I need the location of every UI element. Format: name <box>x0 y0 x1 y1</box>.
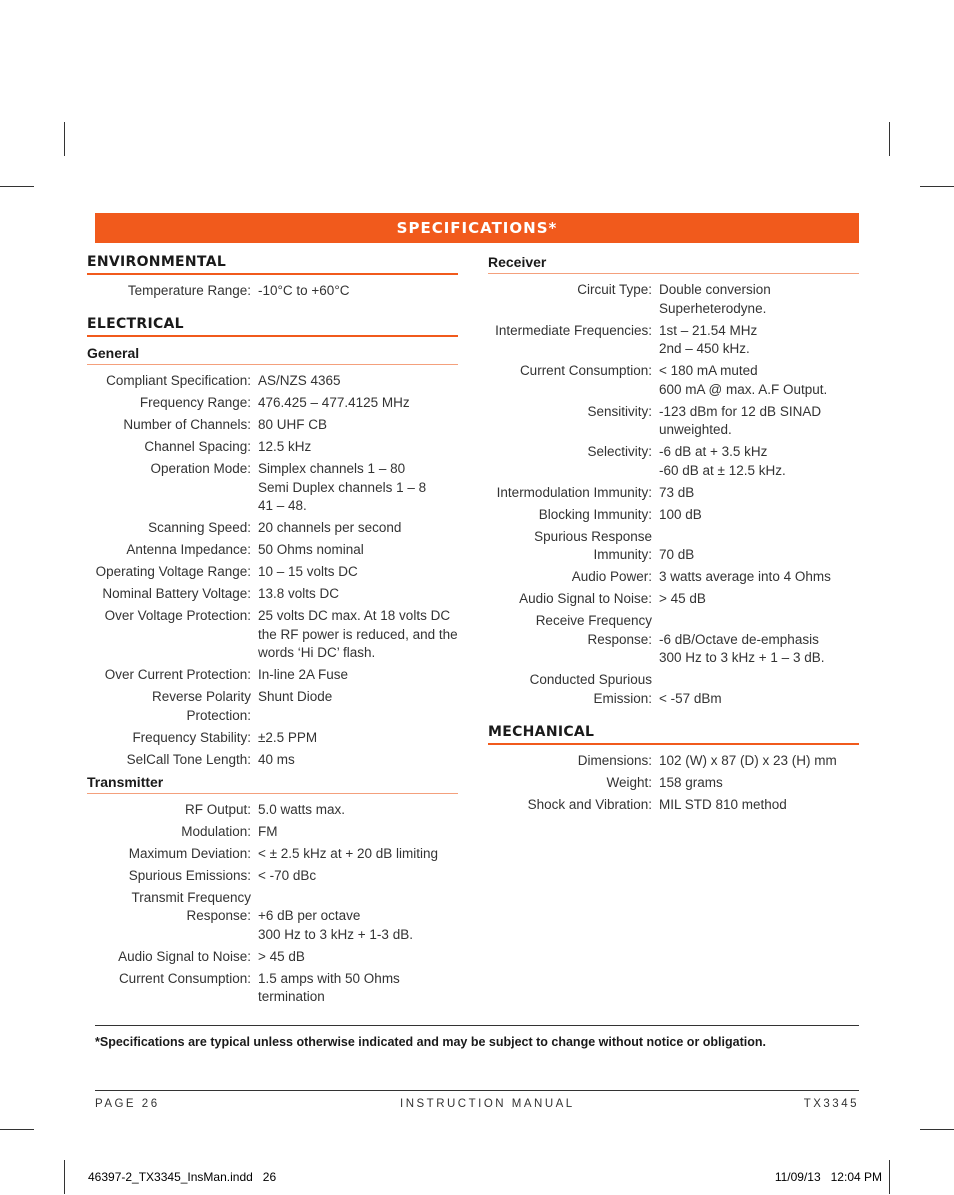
spec-value: In-line 2A Fuse <box>258 667 349 682</box>
spec-row <box>87 372 458 391</box>
spec-row <box>87 438 458 457</box>
spec-row <box>488 362 859 399</box>
spec-row <box>87 416 458 435</box>
crop-mark <box>64 122 65 156</box>
spec-row <box>87 519 458 538</box>
spec-label: Intermodulation Immunity: <box>496 484 652 500</box>
spec-value: FM <box>258 823 278 839</box>
transmitter-heading: Transmitter <box>87 773 458 794</box>
receiver-list <box>488 281 859 708</box>
spec-label: SelCall Tone Length: <box>126 751 251 767</box>
spec-row <box>87 688 458 725</box>
spec-value: -10°C to +60°C <box>258 283 350 298</box>
spec-label: Spurious Emissions: <box>128 867 251 883</box>
spec-row <box>87 948 458 967</box>
crop-mark <box>920 1129 954 1130</box>
footnote-divider <box>95 1025 859 1026</box>
spec-row <box>87 585 458 604</box>
crop-mark <box>920 186 954 187</box>
spec-label: Weight: <box>606 774 652 790</box>
spec-label: Frequency Stability: <box>132 729 251 745</box>
spec-row <box>488 506 859 525</box>
spec-value: < -57 dBm <box>659 690 722 706</box>
slug-filename: 46397-2_TX3345_InsMan.indd 26 <box>88 1170 277 1184</box>
left-column <box>87 253 458 1010</box>
environmental-list <box>87 282 458 301</box>
spec-row <box>87 282 458 301</box>
spec-label: RF Output: <box>184 801 251 817</box>
spec-row <box>87 823 458 842</box>
mechanical-heading: MECHANICAL <box>488 723 859 745</box>
footnote: *Specifications are typical unless otherwise indicated and may be subject to change without notice or obligation. <box>95 1035 766 1049</box>
page-number: PAGE 26 <box>95 1098 160 1110</box>
spec-value: 20 channels per second <box>258 520 402 535</box>
spec-row <box>87 801 458 820</box>
spec-label: Operation Mode: <box>150 461 251 476</box>
spec-row <box>87 729 458 748</box>
footer-model: TX3345 <box>803 1098 859 1110</box>
spec-value: -123 dBm for 12 dB SINAD unweighted. <box>659 403 822 437</box>
crop-mark <box>0 1129 34 1130</box>
spec-value: 5.0 watts max. <box>258 801 346 817</box>
spec-value: 40 ms <box>258 751 295 767</box>
spec-value: Double conversion Superheterodyne. <box>659 282 771 316</box>
spec-label: Channel Spacing: <box>144 439 251 454</box>
spec-row <box>87 607 458 663</box>
spec-row <box>87 889 458 945</box>
spec-value: < ± 2.5 kHz at + 20 dB limiting <box>258 845 438 861</box>
spec-label: Modulation: <box>181 823 251 839</box>
spec-value: < 180 mA muted 600 mA @ max. A.F Output. <box>659 363 828 397</box>
spec-row <box>87 845 458 864</box>
spec-row <box>87 394 458 413</box>
spec-value: 476.425 – 477.4125 MHz <box>258 395 410 410</box>
right-column <box>488 253 859 818</box>
spec-value: > 45 dB <box>659 591 706 606</box>
electrical-heading: ELECTRICAL <box>87 315 458 337</box>
spec-value: AS/NZS 4365 <box>258 373 341 388</box>
spec-value: 102 (W) x 87 (D) x 23 (H) mm <box>659 752 837 768</box>
spec-value: 12.5 kHz <box>258 439 312 454</box>
environmental-heading: ENVIRONMENTAL <box>87 253 458 275</box>
spec-value: 70 dB <box>659 547 695 562</box>
spec-row <box>488 443 859 480</box>
spec-value: ±2.5 PPM <box>258 729 318 745</box>
spec-row <box>488 322 859 359</box>
spec-label: Selectivity: <box>587 444 652 459</box>
spec-row <box>488 590 859 609</box>
spec-label: Maximum Deviation: <box>128 845 251 861</box>
spec-label: Antenna Impedance: <box>126 542 251 557</box>
spec-row <box>488 671 859 708</box>
spec-label: Operating Voltage Range: <box>95 564 251 579</box>
spec-value: +6 dB per octave 300 Hz to 3 kHz + 1-3 dB. <box>258 908 413 942</box>
spec-label: Blocking Immunity: <box>538 506 652 522</box>
spec-label: Temperature Range: <box>127 283 251 298</box>
transmitter-list <box>87 801 458 1007</box>
spec-label: Over Voltage Protection: <box>104 608 251 623</box>
spec-row <box>488 484 859 503</box>
spec-row <box>488 774 859 793</box>
spec-label: Sensitivity: <box>587 403 652 419</box>
spec-row <box>488 528 859 565</box>
spec-value: 10 – 15 volts DC <box>258 564 358 579</box>
crop-mark <box>889 1160 890 1194</box>
spec-label: Frequency Range: <box>139 395 251 410</box>
spec-value: -6 dB/Octave de-emphasis 300 Hz to 3 kHz + 1 – 3 dB. <box>659 631 825 665</box>
spec-value: -6 dB at + 3.5 kHz -60 dB at ± 12.5 kHz. <box>659 444 786 478</box>
specifications-banner: SPECIFICATIONS* <box>95 213 859 243</box>
spec-row <box>87 867 458 886</box>
spec-label: Reverse Polarity Protection: <box>151 689 251 723</box>
spec-row <box>87 666 458 685</box>
spec-value: 80 UHF CB <box>258 417 328 432</box>
spec-value: > 45 dB <box>258 948 305 964</box>
spec-label: Scanning Speed: <box>148 520 251 535</box>
spec-value: 1.5 amps with 50 Ohms termination <box>258 970 400 1004</box>
spec-row <box>87 970 458 1007</box>
spec-value: 3 watts average into 4 Ohms <box>659 569 831 584</box>
spec-label: Receive Frequency Response: <box>535 613 652 647</box>
spec-label: Transmit Frequency Response: <box>131 889 251 923</box>
spec-value: 50 Ohms nominal <box>258 542 364 557</box>
crop-mark <box>64 1160 65 1194</box>
spec-label: Compliant Specification: <box>106 373 251 388</box>
general-heading: General <box>87 344 458 365</box>
spec-label: Dimensions: <box>577 752 652 768</box>
spec-label: Current Consumption: <box>118 970 251 986</box>
mechanical-list <box>488 752 859 815</box>
spec-value: MIL STD 810 method <box>659 796 787 812</box>
spec-label: Intermediate Frequencies: <box>495 322 652 338</box>
spec-label: Conducted Spurious Emission: <box>529 672 652 706</box>
spec-label: Circuit Type: <box>577 282 652 297</box>
spec-row <box>488 796 859 815</box>
spec-value: 1st – 21.54 MHz 2nd – 450 kHz. <box>659 322 758 356</box>
spec-value: Shunt Diode <box>258 689 333 704</box>
spec-value: 158 grams <box>659 774 723 790</box>
slug-date: 11/09/13 12:04 PM <box>774 1170 882 1184</box>
spec-label: Number of Channels: <box>123 417 251 432</box>
spec-row <box>87 751 458 770</box>
spec-value: < -70 dBc <box>258 867 317 883</box>
crop-mark <box>889 122 890 156</box>
spec-row <box>87 541 458 560</box>
spec-value: 73 dB <box>659 484 695 500</box>
spec-label: Current Consumption: <box>519 363 652 378</box>
spec-row <box>488 752 859 771</box>
spec-label: Spurious Response Immunity: <box>534 528 652 562</box>
footer-divider <box>95 1090 859 1091</box>
spec-row <box>488 568 859 587</box>
general-list <box>87 372 458 769</box>
spec-row <box>87 460 458 516</box>
spec-label: Shock and Vibration: <box>527 796 652 812</box>
receiver-heading: Receiver <box>488 253 859 274</box>
spec-label: Audio Signal to Noise: <box>519 591 652 606</box>
spec-value: 100 dB <box>659 506 702 522</box>
spec-row <box>488 281 859 318</box>
spec-value: 13.8 volts DC <box>258 586 340 601</box>
spec-label: Over Current Protection: <box>104 667 251 682</box>
spec-label: Audio Power: <box>571 569 652 584</box>
spec-row <box>488 403 859 440</box>
spec-value: 25 volts DC max. At 18 volts DC the RF power is reduced, and the words ‘Hi DC’ flash. <box>258 608 458 660</box>
spec-label: Audio Signal to Noise: <box>118 948 251 964</box>
spec-label: Nominal Battery Voltage: <box>102 586 251 601</box>
spec-value: Simplex channels 1 – 80 Semi Duplex channels 1 – 8 41 – 48. <box>258 461 427 513</box>
crop-mark <box>0 186 34 187</box>
footer-title: INSTRUCTION MANUAL <box>400 1098 575 1110</box>
spec-row <box>87 563 458 582</box>
spec-row <box>488 612 859 668</box>
